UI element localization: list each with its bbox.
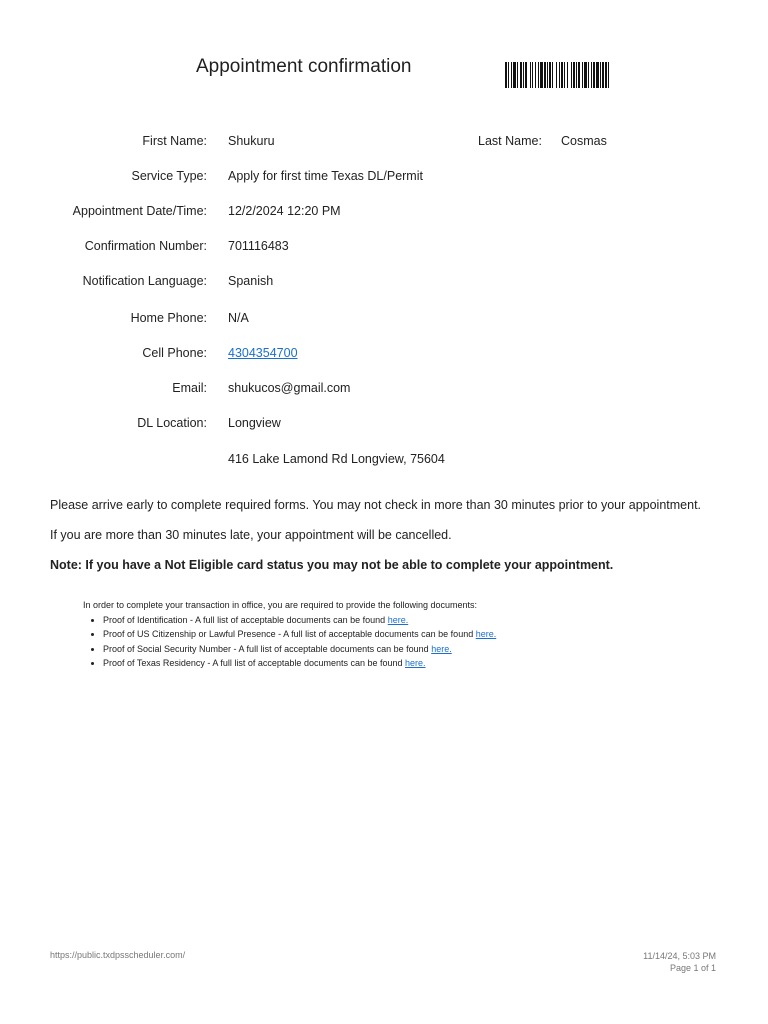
document-link[interactable]: here. bbox=[387, 614, 409, 625]
service-type-label: Service Type: bbox=[131, 169, 207, 183]
cell-phone-label: Cell Phone: bbox=[142, 346, 207, 360]
document-item-text: Proof of Identification - A full list of acceptable documents can be found bbox=[103, 614, 388, 625]
document-item bbox=[103, 627, 496, 642]
location-label: DL Location: bbox=[137, 416, 207, 430]
document-link[interactable]: here. bbox=[475, 629, 497, 639]
footer-url: https://public.txdpsscheduler.com/ bbox=[50, 950, 186, 960]
service-type-value: Apply for first time Texas DL/Permit bbox=[228, 169, 423, 183]
footer-timestamp: 11/14/24, 5:03 PM bbox=[643, 951, 716, 961]
last-name-label: Last Name: bbox=[478, 134, 542, 148]
confirmation-label: Confirmation Number: bbox=[84, 239, 207, 253]
late-notice: If you are more than 30 minutes late, your appointment will be cancelled. bbox=[50, 528, 452, 542]
documents-list bbox=[83, 613, 496, 671]
document-item bbox=[103, 613, 496, 628]
barcode bbox=[505, 62, 655, 88]
document-item bbox=[103, 642, 496, 657]
eligibility-note: Note: If you have a Not Eligible card status you may not be able to complete your appointment. bbox=[50, 558, 614, 572]
language-label: Notification Language: bbox=[82, 274, 207, 288]
footer-page-number: Page 1 of 1 bbox=[669, 963, 716, 973]
home-phone-label: Home Phone: bbox=[130, 311, 207, 325]
document-link[interactable]: here. bbox=[431, 643, 452, 654]
datetime-label: Appointment Date/Time: bbox=[72, 204, 207, 218]
document-link[interactable]: here. bbox=[405, 658, 426, 668]
first-name-label: First Name: bbox=[142, 134, 207, 148]
page-title: Appointment confirmation bbox=[196, 56, 412, 77]
email-value: shukucos@gmail.com bbox=[228, 381, 351, 395]
document-item-text: Proof of Texas Residency - A full list of acceptable documents can be found bbox=[103, 658, 406, 668]
document-item bbox=[103, 656, 496, 671]
footer-meta bbox=[643, 950, 716, 974]
language-value: Spanish bbox=[228, 274, 274, 288]
first-name-value: Shukuru bbox=[228, 134, 275, 148]
confirmation-value: 701116483 bbox=[228, 239, 289, 253]
location-value: Longview bbox=[228, 416, 281, 430]
document-item-text: Proof of US Citizenship or Lawful Presence - A full list of acceptable documents can be found bbox=[103, 629, 476, 639]
cell-phone-link[interactable]: 4304354700 bbox=[228, 346, 298, 360]
home-phone-value: N/A bbox=[228, 311, 249, 325]
document-item-text: Proof of Social Security Number - A full list of acceptable documents can be found bbox=[103, 643, 432, 654]
datetime-value: 12/2/2024 12:20 PM bbox=[228, 204, 341, 218]
location-address: 416 Lake Lamond Rd Longview, 75604 bbox=[228, 452, 445, 466]
documents-intro: In order to complete your transaction in office, you are required to provide the following documents: bbox=[83, 600, 478, 610]
email-label: Email: bbox=[172, 381, 207, 395]
required-documents bbox=[83, 598, 496, 671]
last-name-value: Cosmas bbox=[561, 134, 607, 148]
arrive-early-notice: Please arrive early to complete required forms. You may not check in more than 30 minutes prior to your appointment. bbox=[50, 498, 702, 512]
